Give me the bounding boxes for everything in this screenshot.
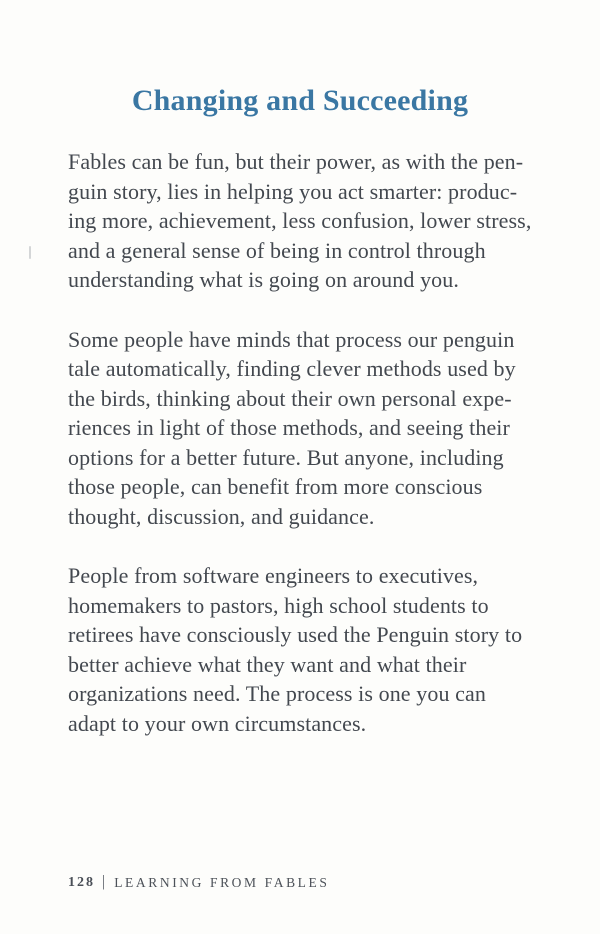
text-line: Some people have minds that process our penguin	[68, 326, 515, 352]
text-line: riences in light of those methods, and seeing their	[68, 415, 510, 440]
body-text	[68, 147, 546, 768]
text-line: retirees have consciously used the Penguin story to	[68, 622, 523, 647]
chapter-title: Changing and Succeeding	[131, 84, 469, 117]
text-line: guin story, lies in helping you act smarter: produc-	[68, 178, 518, 204]
text-line: and a general sense of being in control through	[68, 237, 486, 263]
text-line: those people, can benefit from more conscious	[68, 474, 483, 499]
scan-artifact-mark	[29, 246, 31, 259]
text-line: homemakers to pastors, high school students to	[68, 592, 489, 618]
text-line: People from software engineers to executives,	[68, 563, 479, 588]
running-head: LEARNING FROM FABLES	[114, 875, 330, 890]
paragraph	[68, 325, 546, 532]
text-line: ing more, achievement, less confusion, lower stress,	[68, 208, 532, 233]
text-line: adapt to your own circumstances.	[68, 710, 367, 736]
text-line: better achieve what they want and what their	[68, 651, 467, 677]
paragraph	[68, 561, 546, 738]
page-footer	[68, 874, 329, 892]
text-line: the birds, thinking about their own personal expe-	[68, 385, 512, 411]
paragraph	[68, 147, 546, 295]
page-number: 128	[68, 875, 95, 890]
footer-separator: |	[102, 873, 106, 890]
text-line: organizations need. The process is one you can	[68, 681, 487, 706]
text-line: thought, discussion, and guidance.	[68, 503, 375, 529]
text-line: tale automatically, finding clever methods used by	[68, 356, 516, 381]
text-line: options for a better future. But anyone, including	[68, 444, 504, 470]
text-line: understanding what is going on around you.	[68, 267, 459, 292]
text-line: Fables can be fun, but their power, as with the pen-	[68, 149, 524, 174]
